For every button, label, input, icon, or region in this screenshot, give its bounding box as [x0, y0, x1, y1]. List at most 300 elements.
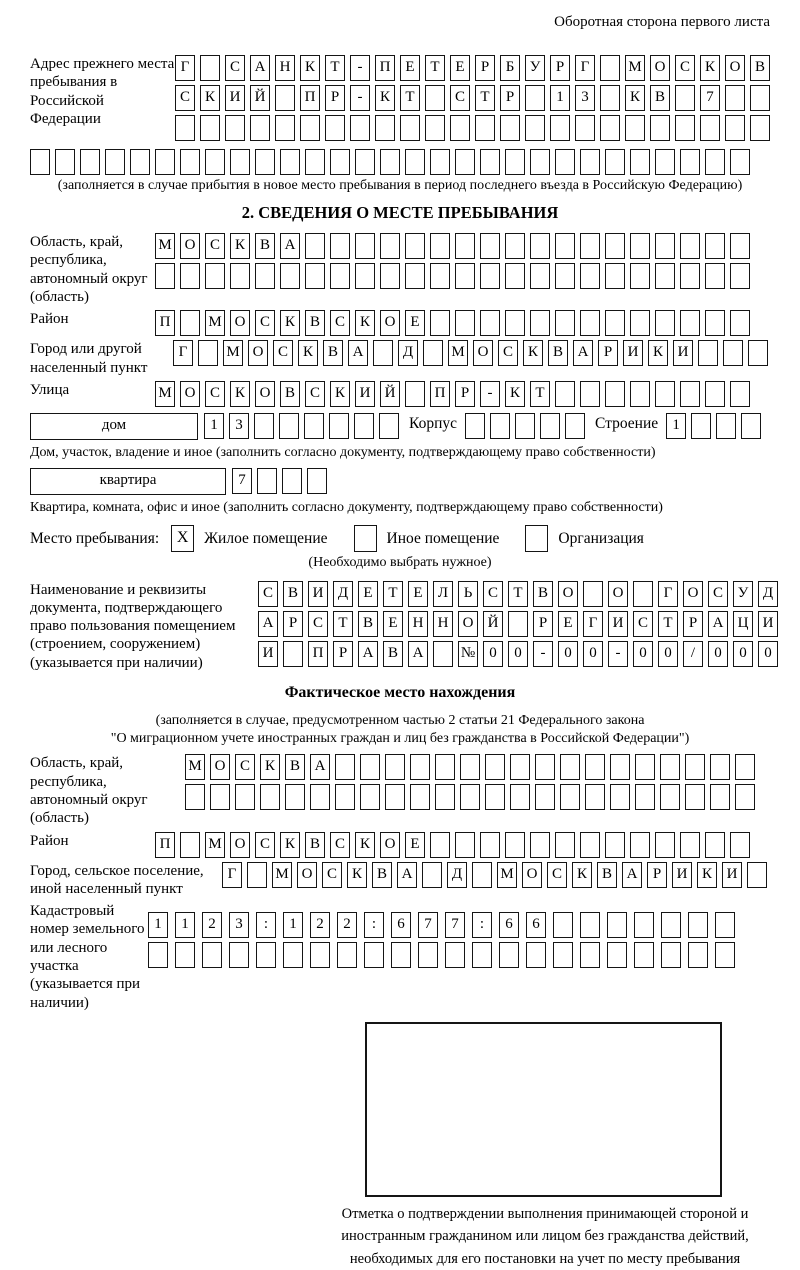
- char-box[interactable]: [205, 149, 225, 175]
- char-box[interactable]: [430, 832, 450, 858]
- stay-type-checkbox-other-premises[interactable]: [354, 525, 377, 552]
- char-box[interactable]: К: [700, 55, 720, 81]
- char-box[interactable]: А: [348, 340, 368, 366]
- char-box[interactable]: [635, 754, 655, 780]
- char-box[interactable]: 3: [229, 912, 249, 938]
- char-box[interactable]: А: [708, 611, 728, 637]
- char-box[interactable]: М: [155, 381, 175, 407]
- char-box[interactable]: О: [558, 581, 578, 607]
- char-box[interactable]: О: [230, 310, 250, 336]
- char-box[interactable]: К: [330, 381, 350, 407]
- char-box[interactable]: [730, 233, 750, 259]
- char-box[interactable]: [225, 115, 245, 141]
- char-box[interactable]: [661, 912, 681, 938]
- char-box[interactable]: [480, 310, 500, 336]
- char-box[interactable]: [580, 149, 600, 175]
- char-box[interactable]: [725, 85, 745, 111]
- char-box[interactable]: [691, 413, 711, 439]
- char-box[interactable]: М: [155, 233, 175, 259]
- char-box[interactable]: [460, 784, 480, 810]
- char-box[interactable]: [555, 381, 575, 407]
- char-box[interactable]: [360, 754, 380, 780]
- char-box[interactable]: К: [298, 340, 318, 366]
- char-box[interactable]: И: [672, 862, 692, 888]
- char-box[interactable]: 7: [232, 468, 252, 494]
- char-box[interactable]: С: [322, 862, 342, 888]
- char-box[interactable]: [155, 149, 175, 175]
- char-box[interactable]: [472, 862, 492, 888]
- char-box[interactable]: [410, 784, 430, 810]
- char-box[interactable]: [180, 310, 200, 336]
- char-box[interactable]: -: [350, 55, 370, 81]
- char-box[interactable]: 1: [666, 413, 686, 439]
- char-box[interactable]: Т: [383, 581, 403, 607]
- char-box[interactable]: [500, 115, 520, 141]
- char-box[interactable]: [460, 754, 480, 780]
- char-box[interactable]: :: [256, 912, 276, 938]
- char-box[interactable]: [748, 340, 768, 366]
- char-box[interactable]: [675, 85, 695, 111]
- char-box[interactable]: [505, 149, 525, 175]
- char-box[interactable]: 7: [700, 85, 720, 111]
- char-box[interactable]: 6: [526, 912, 546, 938]
- char-box[interactable]: [425, 85, 445, 111]
- char-box[interactable]: Р: [500, 85, 520, 111]
- char-box[interactable]: [580, 263, 600, 289]
- char-box[interactable]: [555, 310, 575, 336]
- char-box[interactable]: [705, 233, 725, 259]
- char-box[interactable]: И: [308, 581, 328, 607]
- char-box[interactable]: Р: [683, 611, 703, 637]
- char-box[interactable]: [510, 754, 530, 780]
- char-box[interactable]: [605, 149, 625, 175]
- char-box[interactable]: 3: [575, 85, 595, 111]
- char-box[interactable]: [175, 942, 195, 968]
- char-box[interactable]: [435, 784, 455, 810]
- char-box[interactable]: [553, 912, 573, 938]
- char-box[interactable]: [505, 832, 525, 858]
- char-box[interactable]: В: [533, 581, 553, 607]
- char-box[interactable]: [605, 310, 625, 336]
- char-box[interactable]: М: [272, 862, 292, 888]
- char-box[interactable]: [480, 233, 500, 259]
- char-box[interactable]: [680, 310, 700, 336]
- char-box[interactable]: К: [200, 85, 220, 111]
- char-box[interactable]: П: [300, 85, 320, 111]
- char-box[interactable]: [455, 310, 475, 336]
- char-box[interactable]: [680, 263, 700, 289]
- char-box[interactable]: [405, 149, 425, 175]
- char-box[interactable]: Р: [533, 611, 553, 637]
- char-box[interactable]: [661, 942, 681, 968]
- char-box[interactable]: М: [223, 340, 243, 366]
- char-box[interactable]: А: [573, 340, 593, 366]
- char-box[interactable]: 7: [445, 912, 465, 938]
- char-box[interactable]: [485, 754, 505, 780]
- char-box[interactable]: [526, 942, 546, 968]
- char-box[interactable]: [688, 942, 708, 968]
- char-box[interactable]: [580, 912, 600, 938]
- char-box[interactable]: [455, 832, 475, 858]
- char-box[interactable]: [180, 149, 200, 175]
- char-box[interactable]: [605, 233, 625, 259]
- char-box[interactable]: [525, 115, 545, 141]
- char-box[interactable]: [741, 413, 761, 439]
- char-box[interactable]: Е: [558, 611, 578, 637]
- char-box[interactable]: [650, 115, 670, 141]
- char-box[interactable]: С: [205, 233, 225, 259]
- stay-type-checkbox-organization[interactable]: [525, 525, 548, 552]
- char-box[interactable]: О: [180, 381, 200, 407]
- char-box[interactable]: О: [522, 862, 542, 888]
- char-box[interactable]: У: [525, 55, 545, 81]
- char-box[interactable]: О: [210, 754, 230, 780]
- char-box[interactable]: [380, 263, 400, 289]
- char-box[interactable]: [380, 233, 400, 259]
- char-box[interactable]: А: [397, 862, 417, 888]
- char-box[interactable]: [555, 832, 575, 858]
- char-box[interactable]: [80, 149, 100, 175]
- char-box[interactable]: [247, 862, 267, 888]
- char-box[interactable]: [688, 912, 708, 938]
- char-box[interactable]: М: [205, 832, 225, 858]
- char-box[interactable]: Д: [447, 862, 467, 888]
- char-box[interactable]: /: [683, 641, 703, 667]
- char-box[interactable]: [630, 149, 650, 175]
- char-box[interactable]: [530, 149, 550, 175]
- char-box[interactable]: [230, 149, 250, 175]
- char-box[interactable]: [202, 942, 222, 968]
- char-box[interactable]: Е: [405, 832, 425, 858]
- char-box[interactable]: [282, 468, 302, 494]
- char-box[interactable]: Е: [405, 310, 425, 336]
- char-box[interactable]: [730, 310, 750, 336]
- char-box[interactable]: [735, 784, 755, 810]
- char-box[interactable]: В: [650, 85, 670, 111]
- char-box[interactable]: [553, 942, 573, 968]
- char-box[interactable]: 1: [175, 912, 195, 938]
- char-box[interactable]: А: [258, 611, 278, 637]
- char-box[interactable]: [510, 784, 530, 810]
- char-box[interactable]: [508, 611, 528, 637]
- char-box[interactable]: [255, 263, 275, 289]
- char-box[interactable]: [275, 85, 295, 111]
- char-box[interactable]: [175, 115, 195, 141]
- char-box[interactable]: В: [283, 581, 303, 607]
- char-box[interactable]: 6: [391, 912, 411, 938]
- char-box[interactable]: [630, 381, 650, 407]
- char-box[interactable]: 7: [418, 912, 438, 938]
- char-box[interactable]: И: [623, 340, 643, 366]
- char-box[interactable]: [205, 263, 225, 289]
- char-box[interactable]: 1: [204, 413, 224, 439]
- char-box[interactable]: [250, 115, 270, 141]
- char-box[interactable]: [475, 115, 495, 141]
- char-box[interactable]: [307, 468, 327, 494]
- char-box[interactable]: [705, 149, 725, 175]
- char-box[interactable]: [730, 381, 750, 407]
- char-box[interactable]: Й: [380, 381, 400, 407]
- char-box[interactable]: [655, 310, 675, 336]
- char-box[interactable]: [555, 263, 575, 289]
- char-box[interactable]: В: [305, 310, 325, 336]
- char-box[interactable]: И: [758, 611, 778, 637]
- char-box[interactable]: 0: [483, 641, 503, 667]
- char-box[interactable]: Н: [433, 611, 453, 637]
- char-box[interactable]: [747, 862, 767, 888]
- char-box[interactable]: [337, 942, 357, 968]
- char-box[interactable]: [555, 149, 575, 175]
- char-box[interactable]: 0: [758, 641, 778, 667]
- char-box[interactable]: [680, 832, 700, 858]
- char-box[interactable]: С: [547, 862, 567, 888]
- char-box[interactable]: Н: [408, 611, 428, 637]
- char-box[interactable]: У: [733, 581, 753, 607]
- char-box[interactable]: [380, 149, 400, 175]
- char-box[interactable]: [630, 832, 650, 858]
- char-box[interactable]: К: [375, 85, 395, 111]
- char-box[interactable]: А: [622, 862, 642, 888]
- char-box[interactable]: В: [305, 832, 325, 858]
- char-box[interactable]: Л: [433, 581, 453, 607]
- char-box[interactable]: [675, 115, 695, 141]
- char-box[interactable]: К: [648, 340, 668, 366]
- char-box[interactable]: [355, 149, 375, 175]
- char-box[interactable]: [530, 233, 550, 259]
- char-box[interactable]: Р: [598, 340, 618, 366]
- char-box[interactable]: Р: [455, 381, 475, 407]
- char-box[interactable]: И: [608, 611, 628, 637]
- char-box[interactable]: Т: [333, 611, 353, 637]
- char-box[interactable]: Г: [583, 611, 603, 637]
- char-box[interactable]: [505, 310, 525, 336]
- char-box[interactable]: [698, 340, 718, 366]
- char-box[interactable]: [230, 263, 250, 289]
- char-box[interactable]: :: [364, 912, 384, 938]
- char-box[interactable]: С: [708, 581, 728, 607]
- char-box[interactable]: П: [155, 832, 175, 858]
- char-box[interactable]: Й: [483, 611, 503, 637]
- char-box[interactable]: И: [225, 85, 245, 111]
- char-box[interactable]: [750, 85, 770, 111]
- char-box[interactable]: Т: [400, 85, 420, 111]
- char-box[interactable]: [330, 233, 350, 259]
- char-box[interactable]: А: [358, 641, 378, 667]
- char-box[interactable]: [505, 263, 525, 289]
- char-box[interactable]: С: [305, 381, 325, 407]
- char-box[interactable]: О: [458, 611, 478, 637]
- char-box[interactable]: [735, 754, 755, 780]
- char-box[interactable]: [730, 149, 750, 175]
- char-box[interactable]: [605, 381, 625, 407]
- char-box[interactable]: [373, 340, 393, 366]
- char-box[interactable]: [260, 784, 280, 810]
- char-box[interactable]: [422, 862, 442, 888]
- char-box[interactable]: К: [355, 310, 375, 336]
- char-box[interactable]: [705, 263, 725, 289]
- char-box[interactable]: Ь: [458, 581, 478, 607]
- char-box[interactable]: [680, 233, 700, 259]
- char-box[interactable]: К: [505, 381, 525, 407]
- char-box[interactable]: [155, 263, 175, 289]
- char-box[interactable]: [610, 784, 630, 810]
- char-box[interactable]: [705, 310, 725, 336]
- char-box[interactable]: 0: [733, 641, 753, 667]
- char-box[interactable]: В: [750, 55, 770, 81]
- char-box[interactable]: [655, 233, 675, 259]
- char-box[interactable]: [685, 754, 705, 780]
- char-box[interactable]: [148, 942, 168, 968]
- char-box[interactable]: Е: [383, 611, 403, 637]
- char-box[interactable]: [305, 263, 325, 289]
- char-box[interactable]: 0: [708, 641, 728, 667]
- char-box[interactable]: [625, 115, 645, 141]
- char-box[interactable]: [540, 413, 560, 439]
- char-box[interactable]: М: [497, 862, 517, 888]
- char-box[interactable]: [310, 784, 330, 810]
- char-box[interactable]: Д: [758, 581, 778, 607]
- char-box[interactable]: [660, 784, 680, 810]
- char-box[interactable]: [433, 641, 453, 667]
- char-box[interactable]: Б: [500, 55, 520, 81]
- char-box[interactable]: Г: [173, 340, 193, 366]
- char-box[interactable]: О: [608, 581, 628, 607]
- char-box[interactable]: К: [300, 55, 320, 81]
- char-box[interactable]: К: [230, 233, 250, 259]
- char-box[interactable]: [455, 149, 475, 175]
- char-box[interactable]: [423, 340, 443, 366]
- char-box[interactable]: [430, 310, 450, 336]
- char-box[interactable]: [685, 784, 705, 810]
- char-box[interactable]: [385, 754, 405, 780]
- char-box[interactable]: [585, 754, 605, 780]
- char-box[interactable]: [716, 413, 736, 439]
- char-box[interactable]: [505, 233, 525, 259]
- apartment-field[interactable]: квартира: [30, 468, 226, 495]
- char-box[interactable]: Е: [408, 581, 428, 607]
- char-box[interactable]: [279, 413, 299, 439]
- char-box[interactable]: Р: [475, 55, 495, 81]
- char-box[interactable]: Р: [550, 55, 570, 81]
- char-box[interactable]: [610, 754, 630, 780]
- char-box[interactable]: П: [155, 310, 175, 336]
- char-box[interactable]: К: [523, 340, 543, 366]
- char-box[interactable]: 2: [337, 912, 357, 938]
- char-box[interactable]: В: [285, 754, 305, 780]
- char-box[interactable]: 6: [499, 912, 519, 938]
- char-box[interactable]: [280, 263, 300, 289]
- char-box[interactable]: [430, 149, 450, 175]
- char-box[interactable]: [375, 115, 395, 141]
- char-box[interactable]: А: [250, 55, 270, 81]
- char-box[interactable]: О: [380, 310, 400, 336]
- char-box[interactable]: [705, 381, 725, 407]
- char-box[interactable]: [655, 263, 675, 289]
- char-box[interactable]: [405, 263, 425, 289]
- char-box[interactable]: [515, 413, 535, 439]
- char-box[interactable]: Т: [530, 381, 550, 407]
- char-box[interactable]: О: [725, 55, 745, 81]
- char-box[interactable]: -: [480, 381, 500, 407]
- char-box[interactable]: [490, 413, 510, 439]
- char-box[interactable]: Р: [283, 611, 303, 637]
- char-box[interactable]: 0: [658, 641, 678, 667]
- char-box[interactable]: [305, 149, 325, 175]
- char-box[interactable]: О: [473, 340, 493, 366]
- char-box[interactable]: [715, 912, 735, 938]
- char-box[interactable]: [530, 263, 550, 289]
- char-box[interactable]: [410, 754, 430, 780]
- char-box[interactable]: М: [185, 754, 205, 780]
- house-field[interactable]: дом: [30, 413, 198, 440]
- char-box[interactable]: [575, 115, 595, 141]
- char-box[interactable]: [257, 468, 277, 494]
- char-box[interactable]: Т: [475, 85, 495, 111]
- char-box[interactable]: [275, 115, 295, 141]
- char-box[interactable]: К: [230, 381, 250, 407]
- char-box[interactable]: [750, 115, 770, 141]
- char-box[interactable]: [364, 942, 384, 968]
- char-box[interactable]: [555, 233, 575, 259]
- char-box[interactable]: [600, 85, 620, 111]
- char-box[interactable]: [400, 115, 420, 141]
- char-box[interactable]: С: [675, 55, 695, 81]
- char-box[interactable]: В: [597, 862, 617, 888]
- char-box[interactable]: С: [258, 581, 278, 607]
- char-box[interactable]: [655, 832, 675, 858]
- char-box[interactable]: 0: [633, 641, 653, 667]
- char-box[interactable]: [630, 263, 650, 289]
- char-box[interactable]: [710, 754, 730, 780]
- char-box[interactable]: [300, 115, 320, 141]
- char-box[interactable]: [485, 784, 505, 810]
- char-box[interactable]: [335, 784, 355, 810]
- char-box[interactable]: 1: [550, 85, 570, 111]
- char-box[interactable]: [660, 754, 680, 780]
- char-box[interactable]: [680, 381, 700, 407]
- char-box[interactable]: [585, 784, 605, 810]
- char-box[interactable]: И: [258, 641, 278, 667]
- char-box[interactable]: [55, 149, 75, 175]
- char-box[interactable]: К: [347, 862, 367, 888]
- char-box[interactable]: С: [225, 55, 245, 81]
- char-box[interactable]: [200, 55, 220, 81]
- char-box[interactable]: [480, 263, 500, 289]
- char-box[interactable]: [580, 310, 600, 336]
- char-box[interactable]: [130, 149, 150, 175]
- stay-type-checkbox-residential[interactable]: X: [171, 525, 194, 552]
- char-box[interactable]: Р: [647, 862, 667, 888]
- char-box[interactable]: В: [255, 233, 275, 259]
- char-box[interactable]: 1: [148, 912, 168, 938]
- char-box[interactable]: К: [280, 310, 300, 336]
- char-box[interactable]: И: [673, 340, 693, 366]
- char-box[interactable]: Е: [400, 55, 420, 81]
- char-box[interactable]: [391, 942, 411, 968]
- char-box[interactable]: О: [255, 381, 275, 407]
- char-box[interactable]: К: [697, 862, 717, 888]
- char-box[interactable]: [330, 263, 350, 289]
- char-box[interactable]: [634, 912, 654, 938]
- char-box[interactable]: [600, 115, 620, 141]
- char-box[interactable]: [525, 85, 545, 111]
- char-box[interactable]: Ц: [733, 611, 753, 637]
- char-box[interactable]: Е: [450, 55, 470, 81]
- char-box[interactable]: [472, 942, 492, 968]
- char-box[interactable]: С: [308, 611, 328, 637]
- char-box[interactable]: Т: [425, 55, 445, 81]
- char-box[interactable]: О: [230, 832, 250, 858]
